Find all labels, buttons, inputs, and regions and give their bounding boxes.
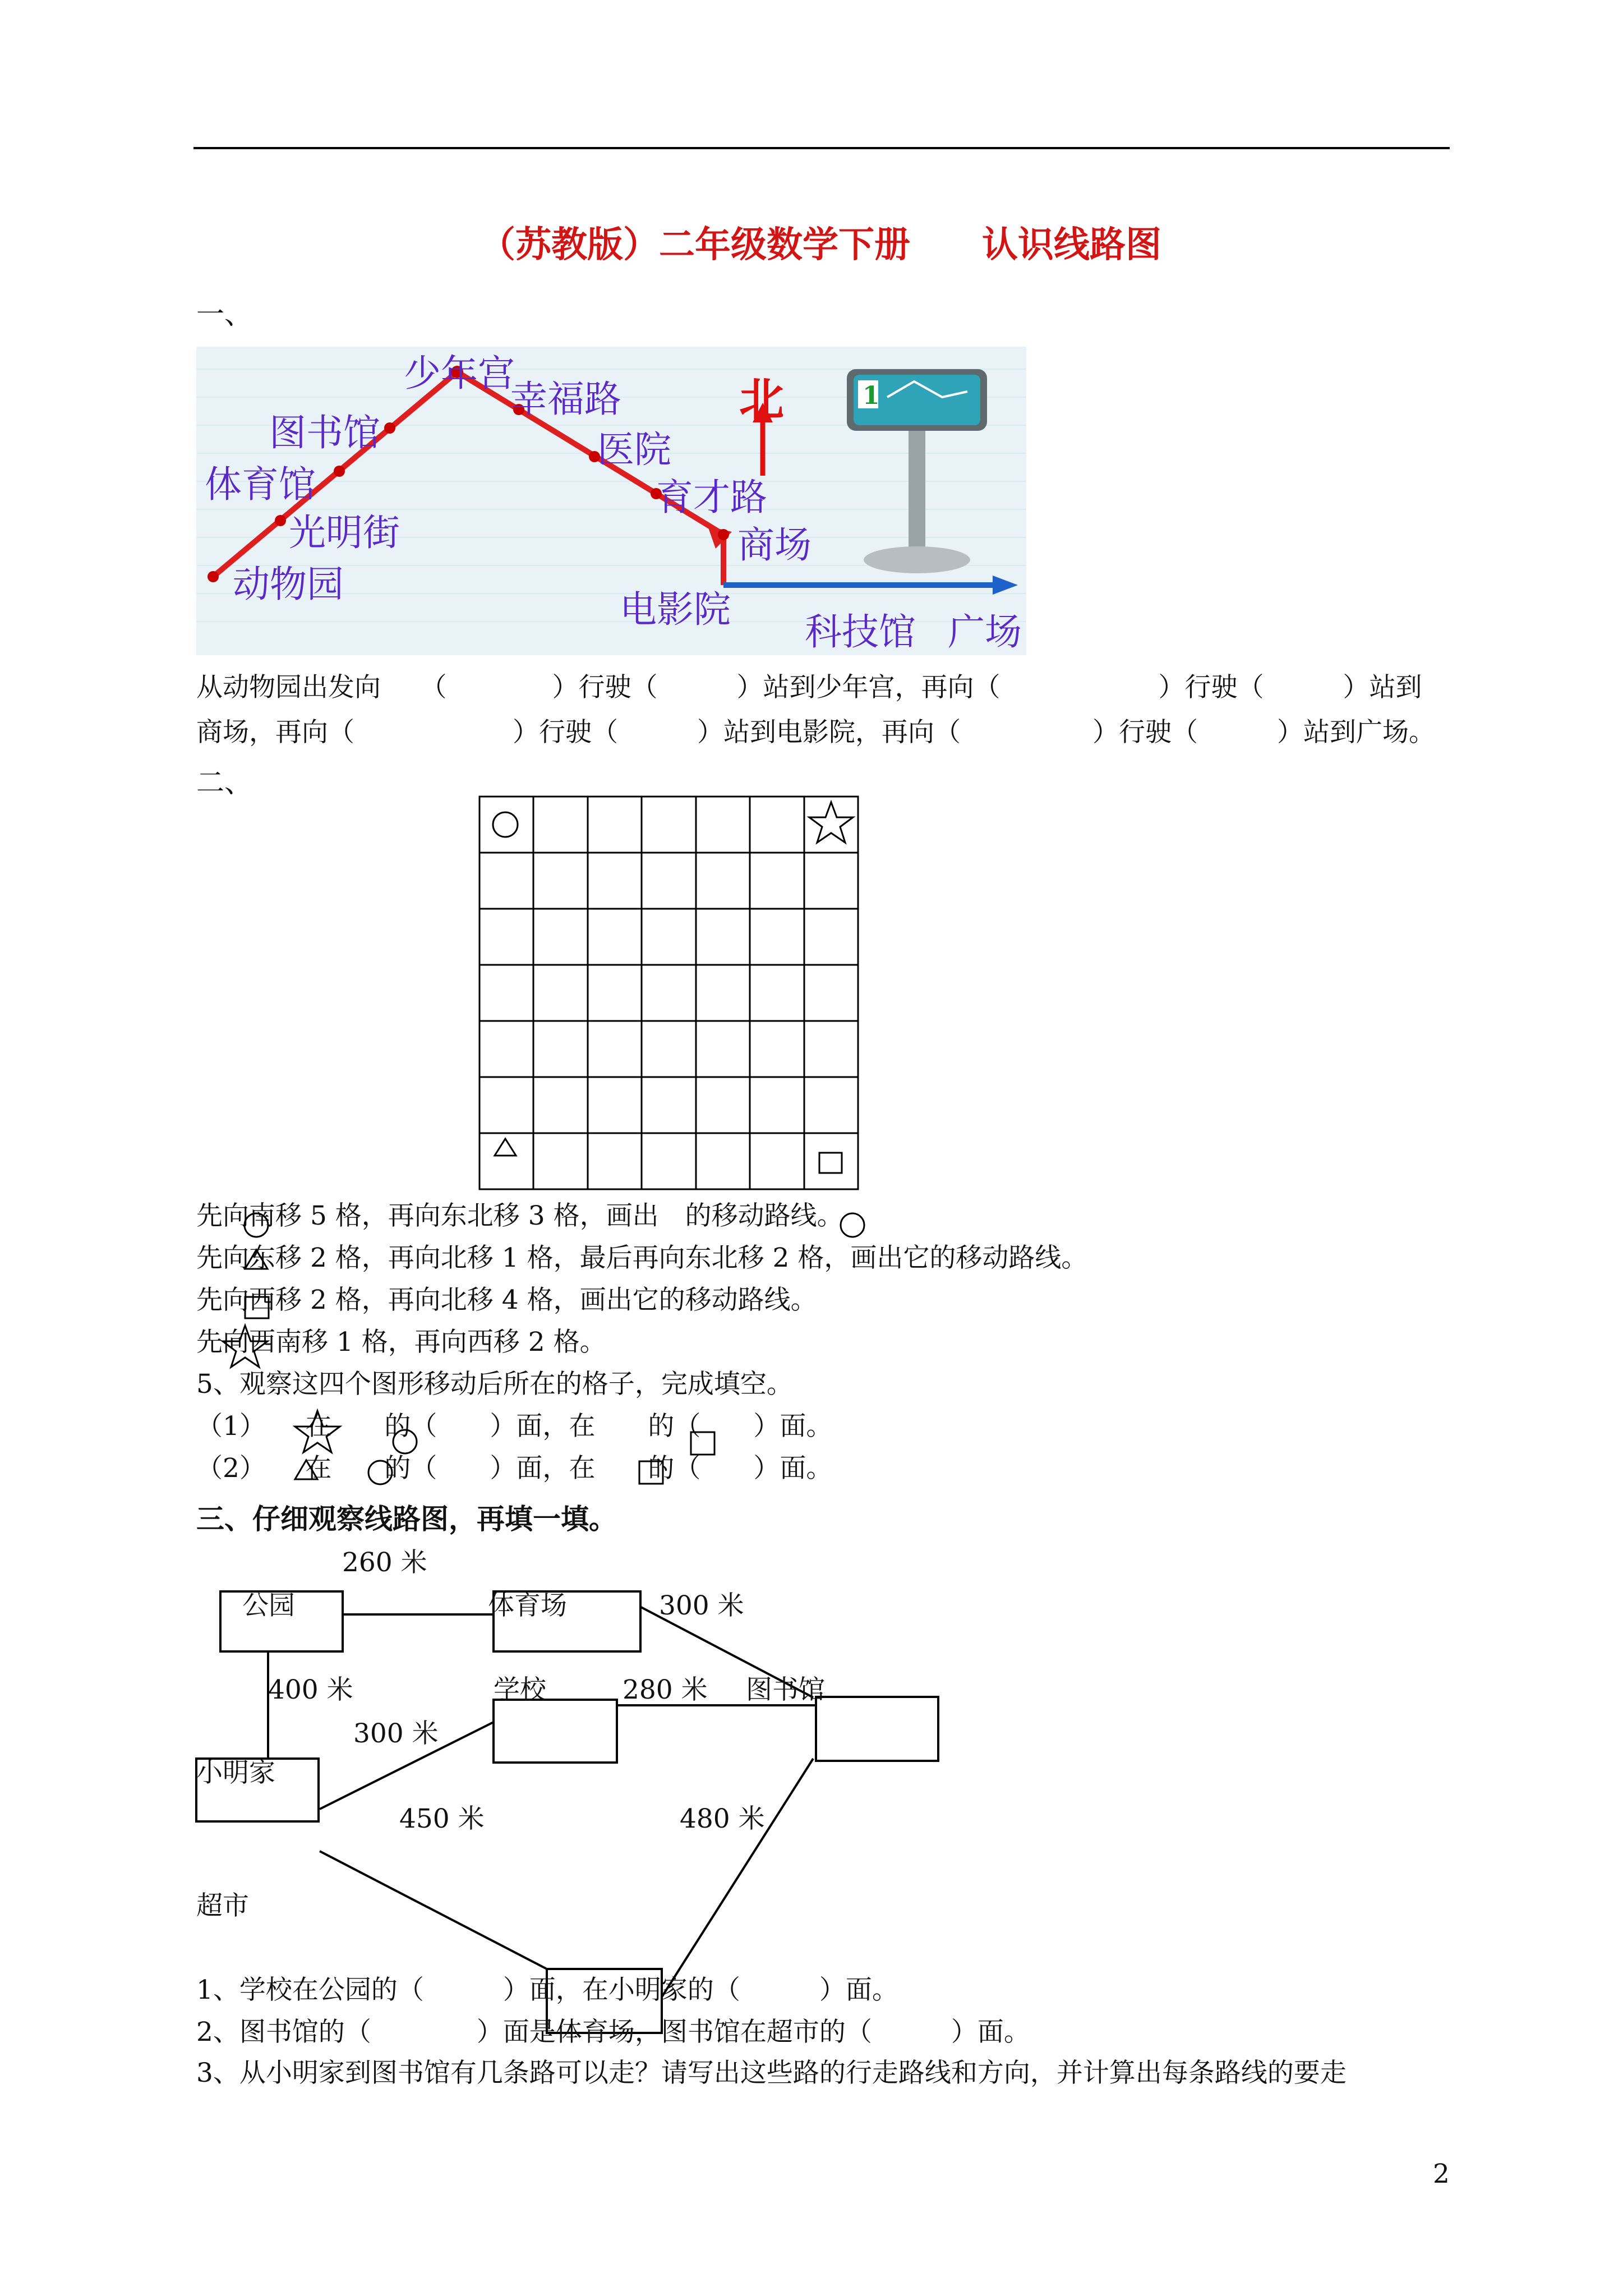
distance-stadium-library: 300 米 <box>659 1590 744 1621</box>
label-home: 小明家 <box>196 1757 275 1788</box>
map-label-mall: 商场 <box>737 523 811 567</box>
section-2-question-5: 5、观察这四个图形移动后所在的格子，完成填空。 <box>196 1369 793 1400</box>
map-label-zoo: 动物园 <box>233 563 344 606</box>
page-number: 2 <box>1433 2159 1450 2189</box>
distance-park-home: 400 米 <box>268 1674 353 1705</box>
section-3-question-2: 2、图书馆的（ ）面是体育场，图书馆在超市的（ ）面。 <box>196 2017 1030 2047</box>
section-2-label: 二、 <box>196 766 252 799</box>
label-stadium: 体育场 <box>488 1590 567 1621</box>
section-1-question-line-2: 商场，再向（ ）行驶（ ）站到电影院，再向（ ）行驶（ ）站到广场。 <box>196 717 1435 748</box>
section-2-question-2: 先向东移 2 格，再向北移 1 格，最后再向东北移 2 格，画出它的移动路线。 <box>196 1243 1088 1273</box>
map-label-north: 北 <box>739 374 784 426</box>
library-box <box>816 1697 938 1761</box>
map-label-hospital: 医院 <box>597 428 671 471</box>
distance-supermarket-library: 480 米 <box>680 1803 765 1834</box>
distance-home-supermarket: 450 米 <box>399 1803 485 1834</box>
section-2-question-1: 先向南移 5 格，再向东北移 3 格，画出 的移动路线。 <box>196 1200 843 1231</box>
section-1-label: 一、 <box>196 298 252 330</box>
section-3-title: 三、仔细观察线路图，再填一填。 <box>196 1502 617 1535</box>
section-2-question-5-part-1: （1） 在 的（ ）面，在 的（ ）面。 <box>196 1411 833 1442</box>
section-3-question-3: 3、从小明家到图书馆有几条路可以走？请写出这些路的行走路线和方向，并计算出每条路线的要走 <box>196 2058 1347 2088</box>
map-label-yucai-road: 育才路 <box>656 476 767 519</box>
map-label-xingfu-road: 幸福路 <box>510 378 621 421</box>
section-1-question-line-1: 从动物园出发向 （ ）行驶（ ）站到少年宫，再向（ ）行驶（ ）站到 <box>196 672 1422 703</box>
page-title: （苏教版）二年级数学下册 认识线路图 <box>479 224 1161 266</box>
section-2-question-5-part-2: （2） 在 的（ ）面，在 的（ ）面。 <box>196 1453 833 1484</box>
label-school: 学校 <box>494 1674 546 1705</box>
map-label-square: 广场 <box>948 610 1022 654</box>
distance-home-school: 300 米 <box>353 1718 439 1749</box>
map-label-guangming-street: 光明街 <box>289 511 400 554</box>
school-box <box>494 1700 617 1763</box>
distance-park-stadium: 260 米 <box>342 1547 427 1578</box>
map-label-youth-palace: 少年宫 <box>404 352 515 395</box>
label-park: 公园 <box>242 1590 295 1621</box>
map-label-sports-hall: 体育馆 <box>205 463 316 506</box>
label-library: 图书馆 <box>746 1674 825 1705</box>
sign-number: 1 <box>863 381 880 410</box>
section-2-question-3: 先向西移 2 格，再向北移 4 格，画出它的移动路线。 <box>196 1285 817 1315</box>
map-label-library: 图书馆 <box>269 411 380 454</box>
section-3-question-1: 1、学校在公园的（ ）面，在小明家的（ ）面。 <box>196 1975 898 2005</box>
distance-school-library: 280 米 <box>623 1674 708 1705</box>
label-supermarket: 超市 <box>196 1890 249 1921</box>
map-label-cinema: 电影院 <box>620 588 731 631</box>
map-label-science-museum: 科技馆 <box>805 610 916 654</box>
section-2-question-4: 先向西南移 1 格，再向西移 2 格。 <box>196 1327 606 1358</box>
